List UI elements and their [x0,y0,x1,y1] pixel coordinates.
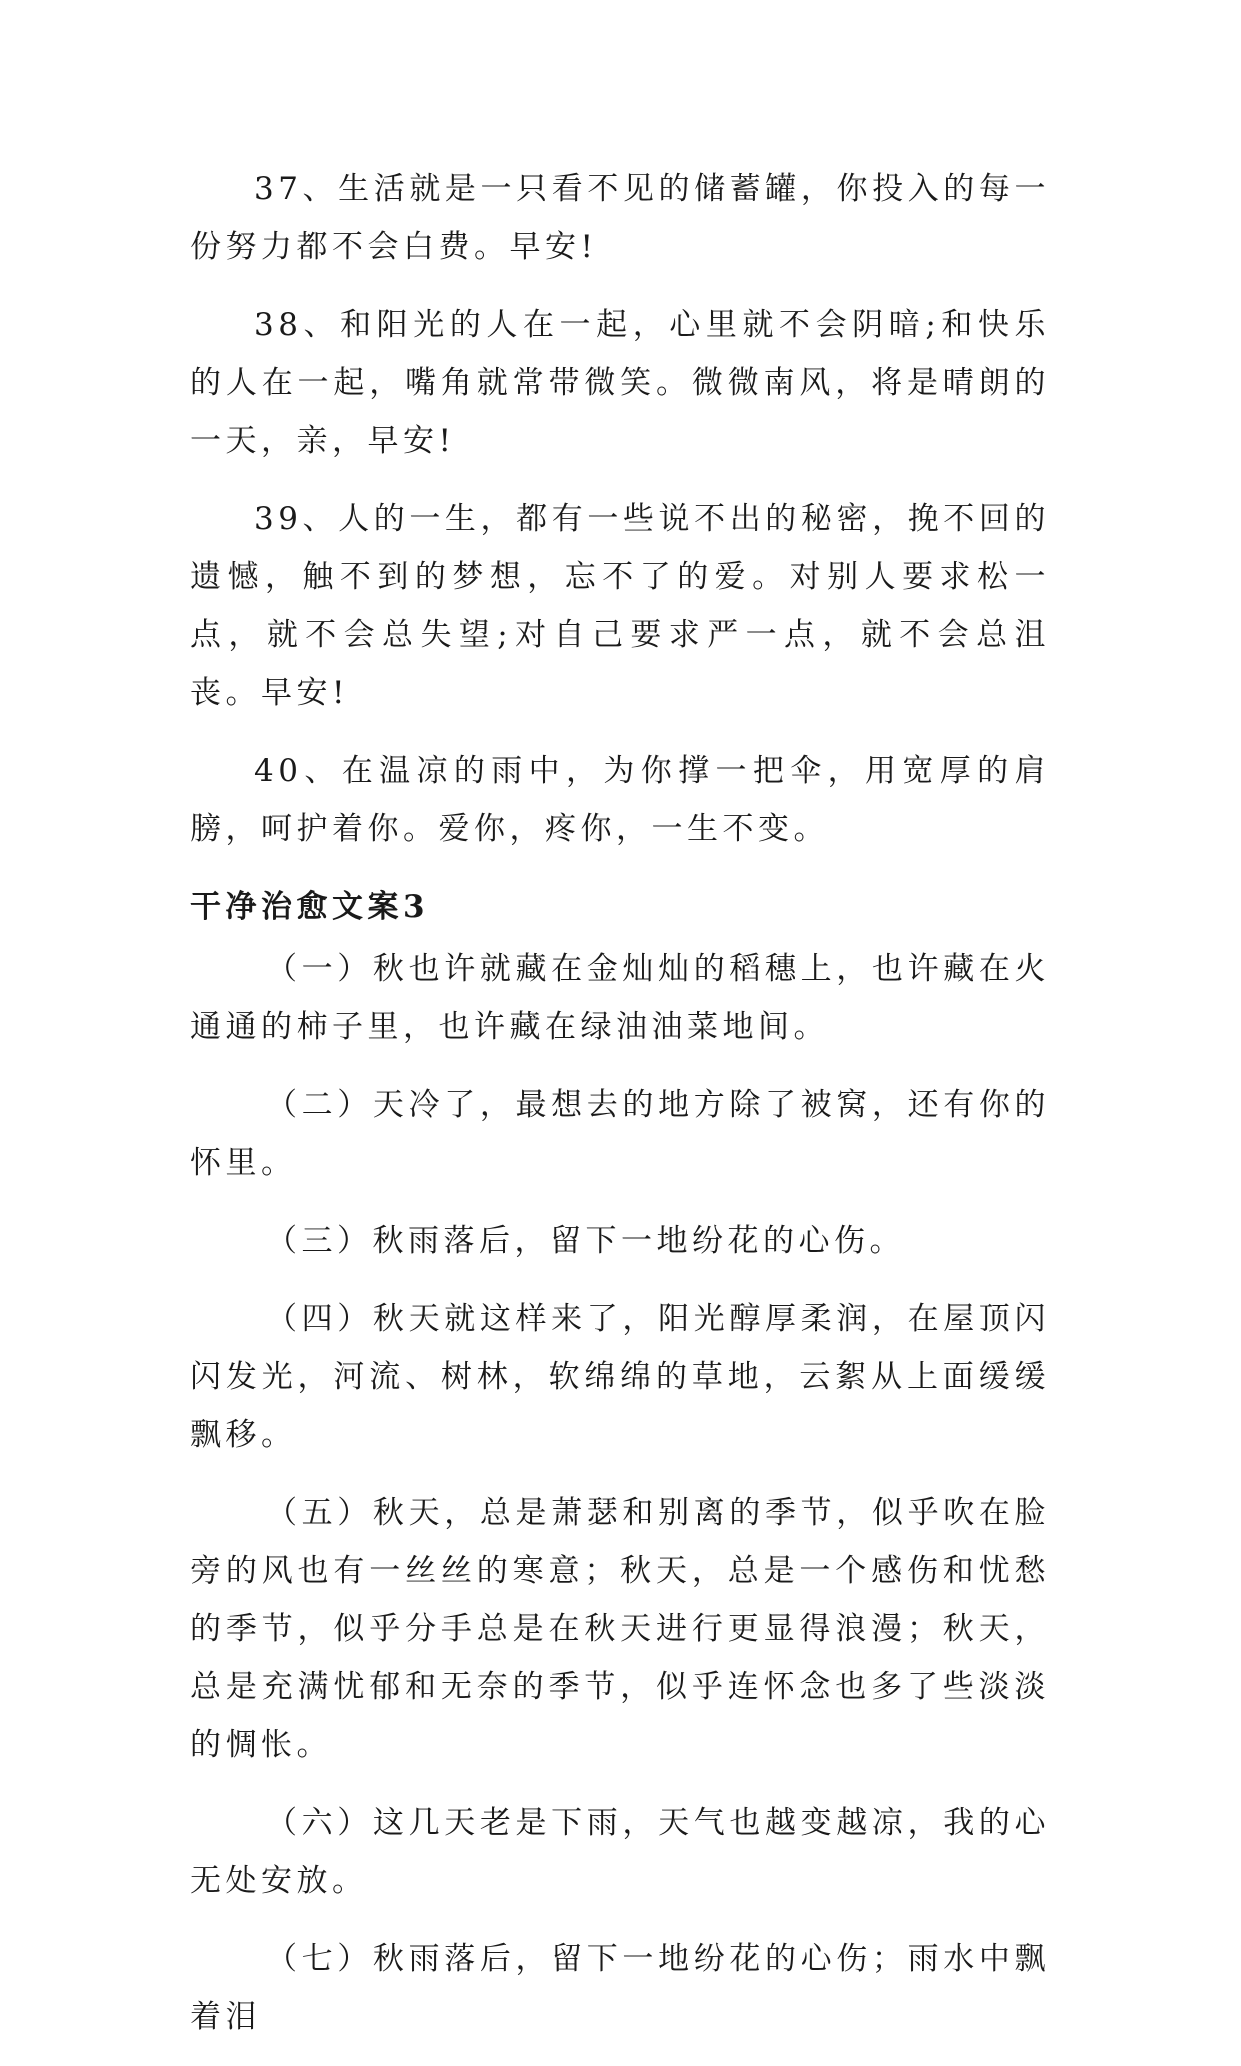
list-item-7: （七）秋雨落后，留下一地纷花的心伤；雨水中飘着泪 [190,1941,1050,2035]
document-page [190,160,1050,2066]
list-item-3: （三）秋雨落后，留下一地纷花的心伤。 [266,1223,905,1259]
list-item-6: （六）这几天老是下雨，天气也越变越凉，我的心无处安放。 [190,1805,1050,1899]
list-item-1: （一）秋也许就藏在金灿灿的稻穗上，也许藏在火通通的柿子里，也许藏在绿油油菜地间。 [190,951,1050,1045]
paragraph-40: 40、在温凉的雨中，为你撑一把伞，用宽厚的肩膀，呵护着你。爱你，疼你，一生不变。 [190,753,1050,847]
list-item-4: （四）秋天就这样来了，阳光醇厚柔润，在屋顶闪闪发光，河流、树林，软绵绵的草地，云絮从上面缓缓飘移。 [190,1301,1050,1453]
section-title: 干净治愈文案3 [190,889,430,925]
paragraph-37: 37、生活就是一只看不见的储蓄罐，你投入的每一份努力都不会白费。早安! [190,171,1050,265]
list-item-5: （五）秋天，总是萧瑟和别离的季节，似乎吹在脸旁的风也有一丝丝的寒意；秋天，总是一个感伤和忧愁的季节，似乎分手总是在秋天进行更显得浪漫；秋天，总是充满忧郁和无奈的季节，似乎连怀念也多了些淡淡的惆怅。 [190,1495,1050,1763]
paragraph-38: 38、和阳光的人在一起，心里就不会阴暗;和快乐的人在一起，嘴角就常带微笑。微微南风，将是晴朗的一天，亲，早安! [190,307,1050,459]
list-item-2: （二）天冷了，最想去的地方除了被窝，还有你的怀里。 [190,1087,1050,1181]
paragraph-39: 39、人的一生，都有一些说不出的秘密，挽不回的遗憾，触不到的梦想，忘不了的爱。对别人要求松一点，就不会总失望;对自己要求严一点，就不会总沮丧。早安! [190,501,1050,711]
